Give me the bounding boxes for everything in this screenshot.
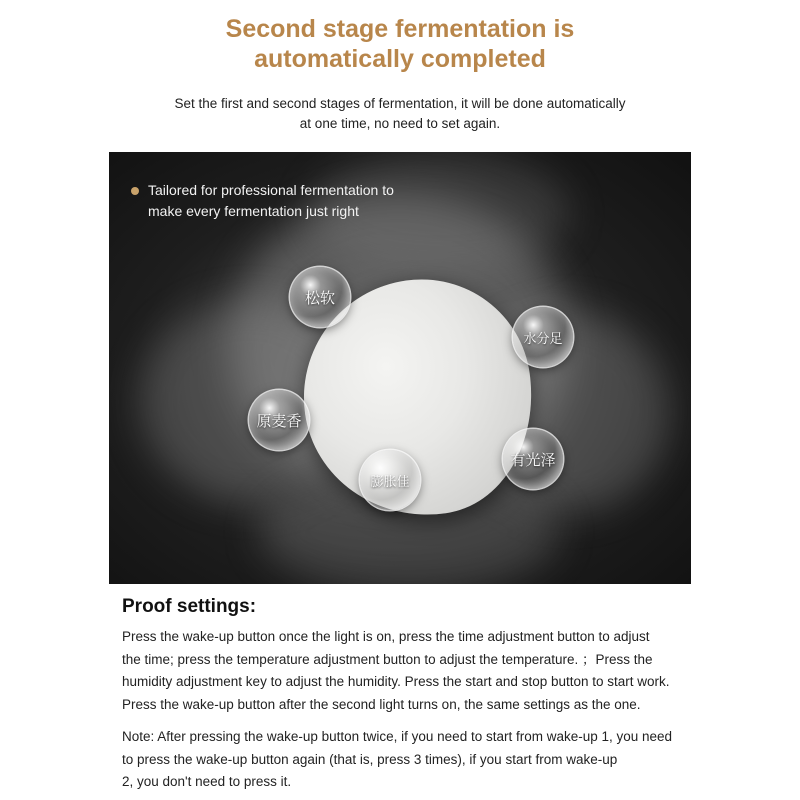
proof-settings-heading: Proof settings:	[122, 596, 257, 617]
instruction-line: humidity adjustment key to adjust the humidity. Press the start and stop button to start work.	[122, 674, 670, 689]
proof-instructions	[122, 626, 692, 716]
instruction-line: the time; press the temperature adjustment button to adjust the temperature. ；Press the	[122, 651, 653, 667]
bubble-soft	[290, 267, 350, 327]
hero-note-line: Tailored for professional fermentation to	[148, 182, 394, 198]
bubble-expansion	[360, 450, 420, 510]
bubble-label: 膨胀佳	[370, 474, 410, 490]
bubble-moisture	[513, 307, 573, 367]
hero-note	[131, 180, 394, 222]
bubble-label: 原麦香	[256, 411, 302, 430]
bubble-label: 松软	[304, 288, 335, 307]
bubble-label: 水分足	[523, 331, 563, 347]
hero-image	[109, 152, 691, 584]
page-title	[0, 14, 800, 74]
note-line: Note: After pressing the wake-up button twice, if you need to start from wake-up 1, you need	[122, 729, 673, 744]
bubble-label: 有光泽	[510, 450, 556, 469]
bubble-glossy	[503, 429, 563, 489]
subtitle-line: at one time, no need to set again.	[299, 116, 501, 131]
bubble-wheat-aroma	[249, 390, 309, 450]
subtitle	[0, 94, 800, 134]
title-line: Second stage fermentation is	[225, 15, 575, 43]
hero-note-line: make every fermentation just right	[148, 203, 359, 219]
note-line: 2, you don't need to press it.	[122, 774, 292, 789]
proof-note	[122, 726, 692, 794]
note-line: to press the wake-up button again (that is, press 3 times), if you start from wake-up	[122, 751, 618, 767]
title-line: automatically completed	[254, 45, 546, 73]
instruction-line: Press the wake-up button once the light is on, press the time adjustment button to adjust	[122, 629, 650, 644]
bullet-dot-icon	[131, 187, 139, 195]
subtitle-line: Set the first and second stages of fermentation, it will be done automatically	[174, 96, 626, 111]
instruction-line: Press the wake-up button after the second light turns on, the same settings as the one.	[122, 696, 641, 712]
